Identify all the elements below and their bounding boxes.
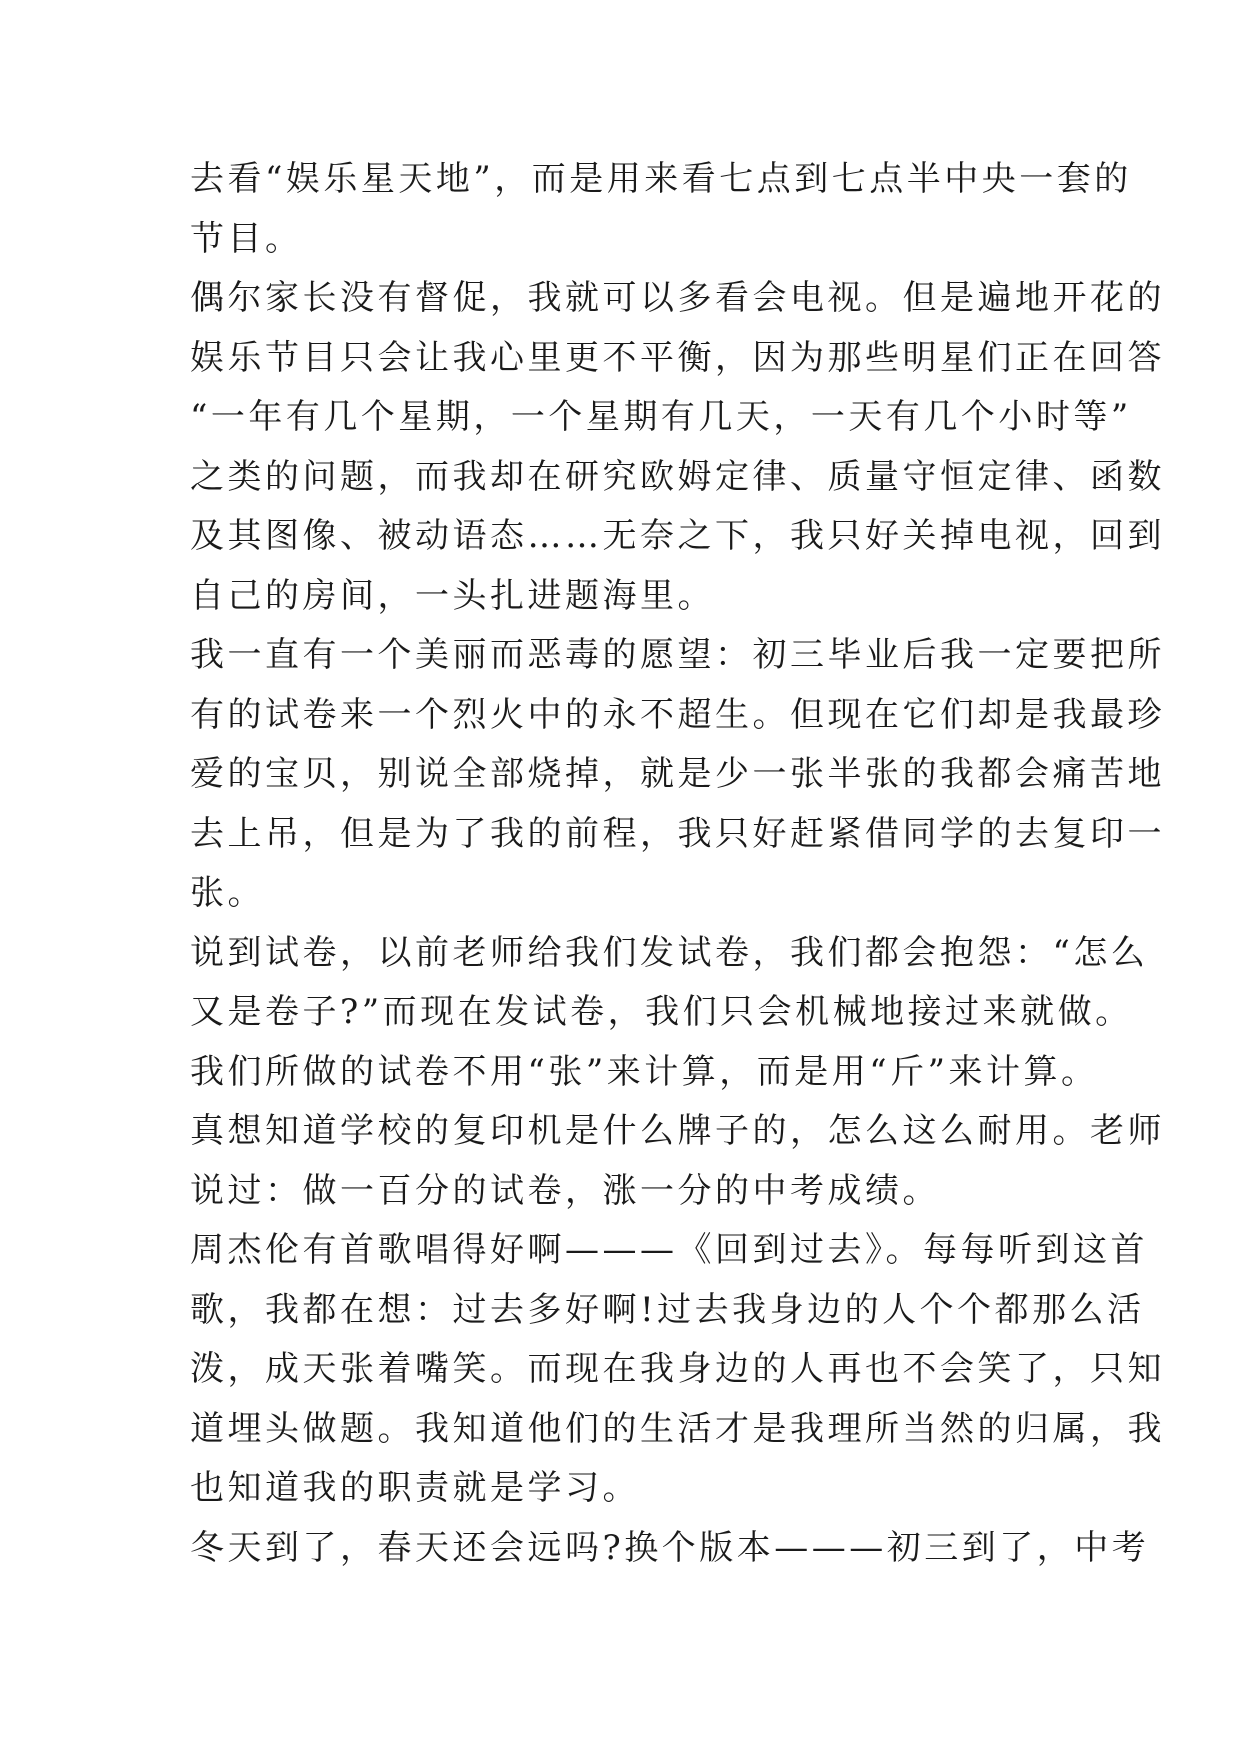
text-line: 歌，我都在想：过去多好啊!过去我身边的人个个都那么活: [190, 1289, 1145, 1330]
text-line: 去看“娱乐星天地”，而是用来看七点到七点半中央一套的: [190, 159, 1132, 199]
text-line: 又是卷子?”而现在发试卷，我们只会机械地接过来就做。: [190, 992, 1133, 1032]
text-line: 张。: [190, 873, 265, 913]
text-line: 冬天到了，春天还会远吗?换个版本———初三到了，中考: [190, 1527, 1150, 1568]
text-line: 及其图像、被动语态……无奈之下，我只好关掉电视，回到: [190, 516, 1165, 556]
text-line: 有的试卷来一个烈火中的永不超生。但现在它们却是我最珍: [190, 694, 1165, 735]
text-line: 说到试卷，以前老师给我们发试卷，我们都会抱怨：“怎么: [190, 932, 1149, 973]
text-line: 真想知道学校的复印机是什么牌子的，怎么这么耐用。老师: [190, 1111, 1165, 1151]
text-line: 周杰伦有首歌唱得好啊———《回到过去》。每每听到这首: [190, 1230, 1148, 1270]
text-line: 之类的问题，而我却在研究欧姆定律、质量守恒定律、函数: [190, 456, 1165, 497]
text-line: 泼，成天张着嘴笑。而现在我身边的人再也不会笑了，只知: [190, 1349, 1165, 1389]
text-line: 去上吊，但是为了我的前程，我只好赶紧借同学的去复印一: [190, 813, 1165, 854]
text-line: 说过：做一百分的试卷，涨一分的中考成绩。: [190, 1170, 940, 1211]
text-line: “一年有几个星期，一个星期有几天，一天有几个小时等”: [190, 397, 1132, 437]
text-line: 偶尔家长没有督促，我就可以多看会电视。但是遍地开花的: [190, 278, 1165, 318]
text-line: 娱乐节目只会让我心里更不平衡，因为那些明星们正在回答: [190, 337, 1165, 378]
text-line: 我们所做的试卷不用“张”来计算，而是用“斤”来计算。: [190, 1051, 1099, 1092]
body-text: [190, 150, 1165, 1578]
text-line: 自己的房间，一头扎进题海里。: [190, 575, 715, 616]
text-line: 我一直有一个美丽而恶毒的愿望：初三毕业后我一定要把所: [190, 635, 1165, 675]
text-line: 节目。: [190, 218, 303, 259]
text-line: 爱的宝贝，别说全部烧掉，就是少一张半张的我都会痛苦地: [190, 754, 1165, 794]
text-line: 道埋头做题。我知道他们的生活才是我理所当然的归属，我: [190, 1408, 1165, 1449]
text-line: 也知道我的职责就是学习。: [190, 1468, 640, 1508]
